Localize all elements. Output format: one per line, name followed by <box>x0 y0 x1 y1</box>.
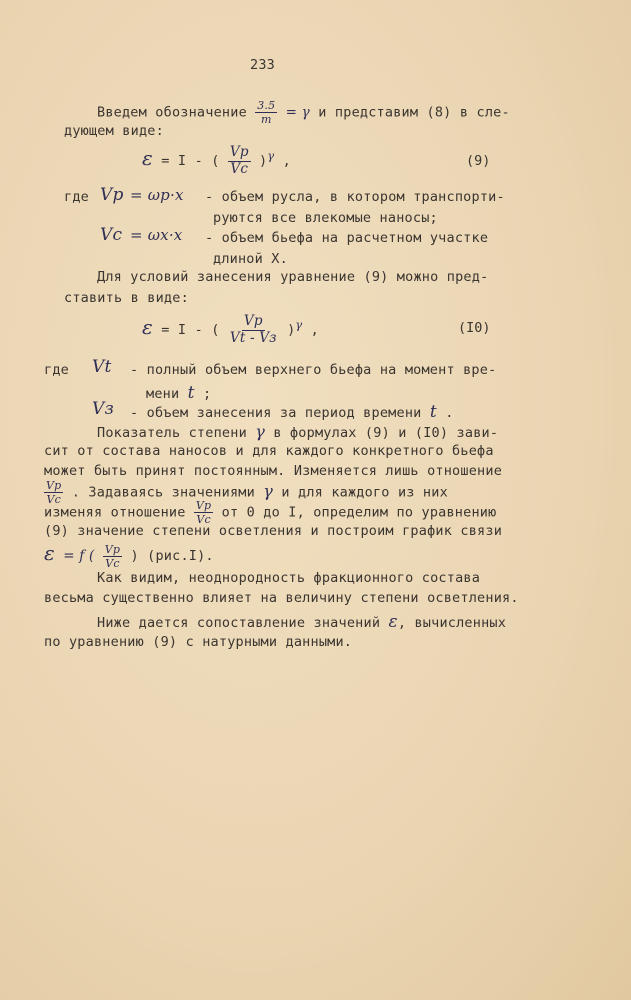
equation-10-fraction: $\frac{Vр}{Vt - Vз}$ <box>229 313 277 346</box>
paragraph-3-line-6: (9) значение степени осветления и построим график связи <box>44 523 503 539</box>
definition-vc-line-2: длиной Х. <box>213 251 288 267</box>
paragraph-1-line-2: дующем виде: <box>64 123 164 139</box>
paragraph-5-line-1: Ниже дается сопоставление значений ε, вычисленных <box>97 612 507 632</box>
definition-vt-line-1: - полный объем верхнего бьефа на момент вре- <box>130 362 497 378</box>
definition-vz: - объем занесения за период времени t . <box>130 402 454 422</box>
ratio-fraction-2: $\frac{Vр}{Vс}$ <box>195 499 212 526</box>
paragraph-3-line-4: $\frac{Vр}{Vс}$ . Задаваясь значениями γ и для каждого из них <box>46 479 448 506</box>
paragraph-3-line-2: сит от состава наносов и для каждого конкретного бьефа <box>44 443 494 459</box>
page-number: 233 <box>250 57 275 73</box>
where-label-1: где <box>64 189 89 205</box>
symbol-vz: Vз <box>92 399 114 419</box>
symbol-vp: Vр <box>100 185 124 205</box>
paragraph-2-line-2: ставить в виде: <box>64 290 189 306</box>
where-label-2: где <box>44 362 69 378</box>
paragraph-1-line-1: Введем обозначение $\frac{3.5}{m}$ = γ и представим (8) в сле- <box>97 99 510 126</box>
definition-vc-line-1: - объем бьефа на расчетном участке <box>205 230 489 246</box>
paragraph-3-line-1: Показатель степени γ в формулах (9) и (I0) зави- <box>97 422 499 441</box>
equation-9-fraction: $\frac{Vр}{Vс}$ <box>229 144 249 177</box>
paragraph-4-line-1: Как видим, неоднородность фракционного состава <box>97 570 481 586</box>
equation-9: ε = I - ( $\frac{Vр}{Vс}$ )$^\gamma$ , <box>142 144 291 177</box>
notation-fraction: $\frac{3.5}{m}$ <box>257 99 276 126</box>
paragraph-3-line-3: может быть принят постоянным. Изменяется лишь отношение <box>44 463 503 479</box>
ratio-fraction-3: $\frac{Vр}{Vс}$ <box>104 542 121 570</box>
symbol-vc: Vс <box>100 225 123 245</box>
paragraph-2-line-1: Для условий занесения уравнение (9) можно пред- <box>97 269 489 285</box>
formula-vp: = ωр·x <box>130 186 184 204</box>
definition-vt-line-2: мени t ; <box>146 383 212 403</box>
formula-vc: = ωx·x <box>130 226 183 244</box>
definition-vp-line-2: руются все влекомые наносы; <box>213 210 438 226</box>
paragraph-3-line-7: ε = f ( $\frac{Vр}{Vс}$ ) (рис.I). <box>44 541 214 570</box>
equation-10: ε = I - ( $\frac{Vр}{Vt - Vз}$ )$^\gamma$ , <box>142 313 319 346</box>
paragraph-4-line-2: весьма существенно влияет на величину степени осветления. <box>44 590 519 606</box>
definition-vp-line-1: - объем русла, в котором транспорти- <box>205 189 505 205</box>
ratio-fraction-1: $\frac{Vр}{Vс}$ <box>46 479 62 506</box>
symbol-vt: Vt <box>92 357 112 377</box>
paragraph-3-line-5: изменяя отношение $\frac{Vр}{Vс}$ от 0 до I, определим по уравнению <box>44 499 497 526</box>
equation-9-label: (9) <box>466 153 491 169</box>
paragraph-5-line-2: по уравнению (9) с натурными данными. <box>44 634 353 650</box>
equation-10-label: (I0) <box>458 320 491 336</box>
